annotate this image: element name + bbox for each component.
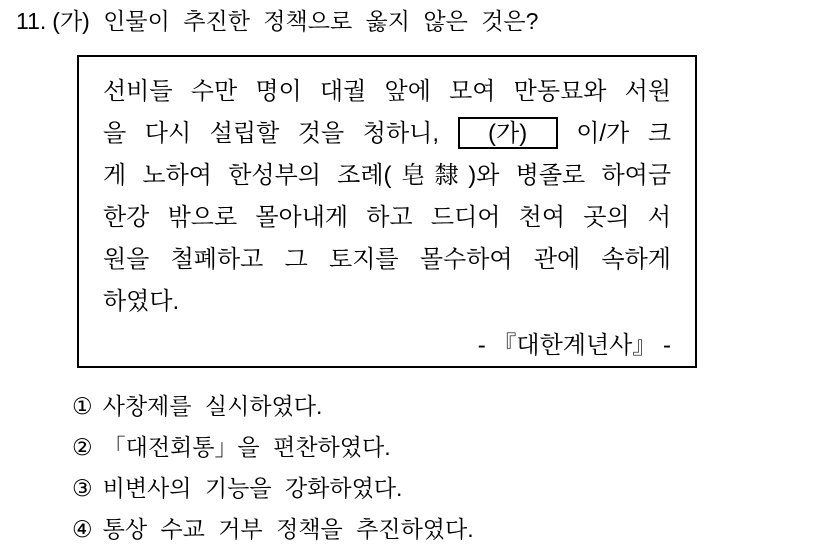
choice-1-marker: ① (72, 393, 93, 419)
passage-line-2-after: 이/가 크 (576, 120, 672, 147)
ga-blank-box (458, 117, 558, 149)
choice-1-text: 사창제를 실시하였다. (102, 393, 323, 419)
question-title (16, 7, 538, 35)
passage-line-5: 원을 철폐하고 그 토지를 몰수하여 관에 속하게 (103, 246, 671, 273)
choice-1 (72, 386, 474, 427)
choice-2-marker: ② (72, 434, 93, 460)
question-text: (가) 인물이 추진한 정책으로 옳지 않은 것은? (52, 8, 539, 34)
passage-source: - 『대한계년사』 - (477, 332, 671, 359)
choices-list (72, 386, 474, 544)
choice-4-marker: ④ (72, 516, 93, 542)
choice-3 (72, 468, 474, 509)
choice-3-marker: ③ (72, 475, 93, 501)
passage-line-3: 게 노하여 한성부의 조례(皂隸)와 병졸로 하여금 (103, 162, 671, 189)
passage-line-6: 하였다. (103, 288, 180, 315)
passage-line-2 (103, 113, 671, 155)
passage-line-4: 한강 밖으로 몰아내게 하고 드디어 천여 곳의 서 (103, 204, 671, 231)
question-number: 11. (16, 8, 47, 34)
choice-4-text: 통상 수교 거부 정책을 추진하였다. (102, 516, 474, 542)
choice-2-text: 「대전회통」을 편찬하였다. (102, 434, 391, 460)
ga-blank-label: (가) (488, 119, 528, 147)
choice-4 (72, 509, 474, 544)
choice-2 (72, 427, 474, 468)
passage-line-1: 선비들 수만 명이 대궐 앞에 모여 만동묘와 서원 (103, 78, 671, 105)
passage-line-2-before: 을 다시 설립할 것을 청하니, (103, 120, 440, 147)
passage-box (77, 55, 697, 368)
choice-3-text: 비변사의 기능을 강화하였다. (102, 475, 403, 501)
